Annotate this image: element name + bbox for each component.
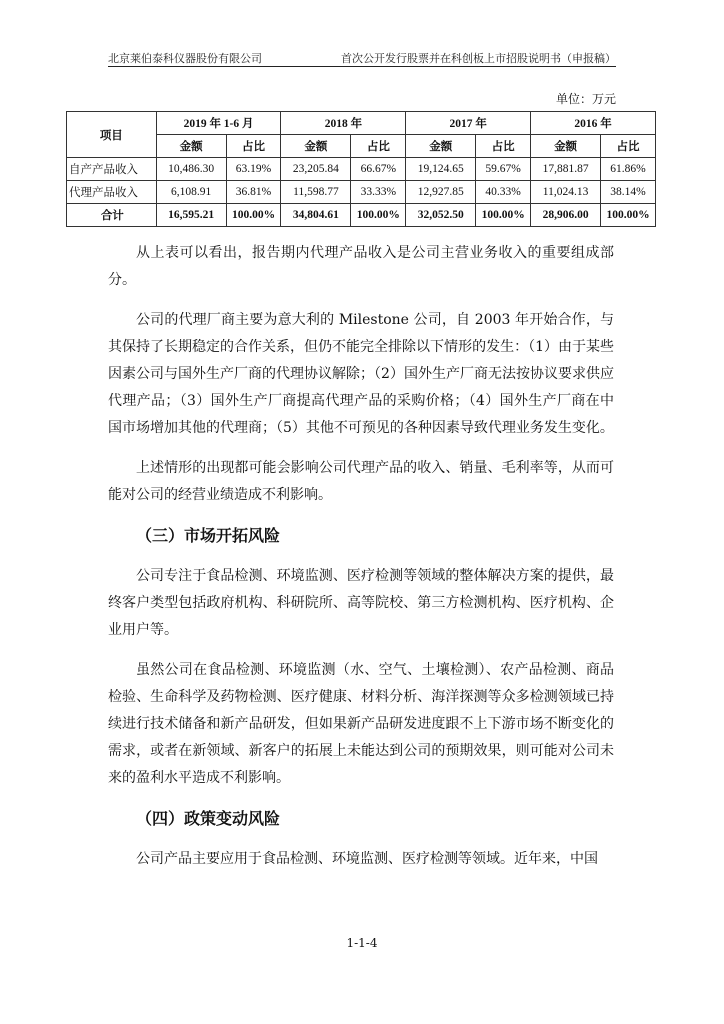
table-cell: 34,804.61 <box>281 204 351 227</box>
section-heading: （四）政策变动风险 <box>136 809 281 828</box>
paragraph: 公司专注于食品检测、环境监测、医疗检测等领域的整体解决方案的提供，最终客户类型包括政府机构、科研院所、高等院校、第三方检测机构、医疗机构、企业用户等。 <box>108 568 614 638</box>
table-unit: 单位：万元 <box>555 92 616 106</box>
table-cell: 100.00% <box>351 204 406 227</box>
table-cell: 100.00% <box>601 204 656 227</box>
amount-header: 金额 <box>406 135 476 158</box>
table-total-row <box>67 204 656 227</box>
table-cell: 32,052.50 <box>406 204 476 227</box>
paragraph: 虽然公司在食品检测、环境监测（水、空气、土壤检测）、农产品检测、商品检验、生命科学及药物检测、医疗健康、材料分析、海洋探测等众多检测领域已持续进行技术储备和新产品研发，但如果新产品研发进度跟不上下游市场不断变化的需求，或者在新领域、新客户的拓展上未能达到公司的预期效果，则可能对公司未来的盈利水平造成不利影响。 <box>108 662 614 786</box>
period-header: 2018 年 <box>281 112 406 135</box>
table-cell: 59.67% <box>476 158 531 181</box>
paragraph: 公司产品主要应用于食品检测、环境监测、医疗检测等领域。近年来，中国 <box>136 851 598 867</box>
table-cell: 11,024.13 <box>531 181 601 204</box>
body-text <box>108 240 614 886</box>
header-company: 北京莱伯泰科仪器股份有限公司 <box>108 52 262 65</box>
row-label: 自产产品收入 <box>67 158 157 181</box>
share-header: 占比 <box>226 135 281 158</box>
table-cell: 12,927.85 <box>406 181 476 204</box>
item-header: 项目 <box>67 112 157 158</box>
share-header: 占比 <box>601 135 656 158</box>
row-label: 合计 <box>67 204 157 227</box>
section-heading: （三）市场开拓风险 <box>136 526 281 545</box>
amount-header: 金额 <box>281 135 351 158</box>
page-header <box>108 48 616 68</box>
table-cell: 66.67% <box>351 158 406 181</box>
table-cell: 61.86% <box>601 158 656 181</box>
header-document-title: 首次公开发行股票并在科创板上市招股说明书（申报稿） <box>341 52 616 65</box>
table-cell: 36.81% <box>226 181 281 204</box>
table-cell: 23,205.84 <box>281 158 351 181</box>
table-cell: 16,595.21 <box>156 204 226 227</box>
table-cell: 33.33% <box>351 181 406 204</box>
revenue-table <box>66 111 656 227</box>
table-cell: 28,906.00 <box>531 204 601 227</box>
paragraph: 从上表可以看出，报告期内代理产品收入是公司主营业务收入的重要组成部分。 <box>108 245 614 288</box>
table-cell: 11,598.77 <box>281 181 351 204</box>
table-cell: 100.00% <box>226 204 281 227</box>
table-row <box>67 181 656 204</box>
period-header: 2016 年 <box>531 112 656 135</box>
table-cell: 63.19% <box>226 158 281 181</box>
paragraph: 公司的代理厂商主要为意大利的 Milestone 公司，自 2003 年开始合作，与其保持了长期稳定的合作关系，但仍不能完全排除以下情形的发生：（1）由于某些因素公司与国外生产厂商的代理协议解除；（2）国外生产厂商无法按协议要求供应代理产品；（3）国外生产厂商提高代理产品的采购价格；（4）国外生产厂商在中国市场增加其他的代理商；（5）其他不可预见的各种因素导致代理业务发生变化。 <box>108 312 614 436</box>
paragraph: 上述情形的出现都可能会影响公司代理产品的收入、销量、毛利率等，从而可能对公司的经营业绩造成不利影响。 <box>108 460 614 503</box>
table-cell: 6,108.91 <box>156 181 226 204</box>
row-label: 代理产品收入 <box>67 181 157 204</box>
period-header: 2019 年 1-6 月 <box>156 112 281 135</box>
table-row <box>67 158 656 181</box>
header-divider <box>108 66 616 67</box>
period-header: 2017 年 <box>406 112 531 135</box>
share-header: 占比 <box>476 135 531 158</box>
table-cell: 19,124.65 <box>406 158 476 181</box>
amount-header: 金额 <box>531 135 601 158</box>
page-number: 1-1-4 <box>346 936 378 950</box>
share-header: 占比 <box>351 135 406 158</box>
table-cell: 10,486.30 <box>156 158 226 181</box>
table-cell: 100.00% <box>476 204 531 227</box>
amount-header: 金额 <box>156 135 226 158</box>
table-cell: 38.14% <box>601 181 656 204</box>
table-cell: 17,881.87 <box>531 158 601 181</box>
table-cell: 40.33% <box>476 181 531 204</box>
